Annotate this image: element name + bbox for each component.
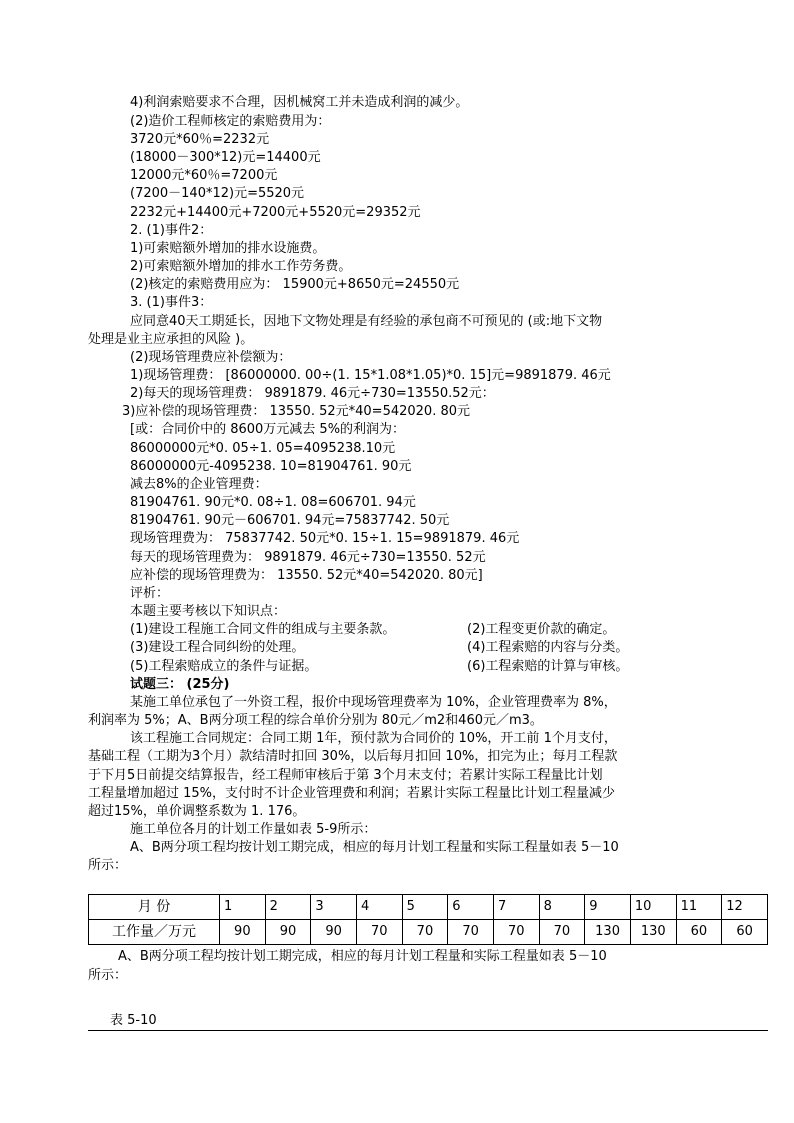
workload-cell: 70: [493, 920, 539, 945]
text-line: 86000000元*0. 05÷1. 05=4095238.10元: [130, 441, 396, 456]
text-line: A、B两分项工程均按计划工期完成，相应的每月计划工程量和实际工程量如表 5－10: [118, 949, 607, 964]
text-line: 应同意40天工期延长，因地下文物处理是有经验的承包商不可预见的 (或:地下文物: [130, 314, 603, 329]
workload-cell: 130: [585, 920, 631, 945]
text-line: 2)可索赔额外增加的排水工作劳务费。: [130, 259, 352, 274]
month-cell: 7: [493, 895, 539, 920]
text-line: (5)工程索赔成立的条件与证据。: [130, 659, 318, 674]
text-line: (2)造价工程师核定的索赔费用为：: [130, 114, 331, 129]
text-line: 81904761. 90元*0. 08÷1. 08=606701. 94元: [130, 495, 416, 510]
text-line: [或：合同价中的 8600万元减去 5%的利润为：: [130, 422, 406, 437]
text-line: 评析：: [130, 586, 170, 601]
month-cell: 11: [676, 895, 722, 920]
text-line: (18000－300*12)元=14400元: [130, 150, 321, 165]
text-line: 86000000元-4095238. 10=81904761. 90元: [130, 459, 412, 474]
text-line: (1)建设工程施工合同文件的组成与主要条款。: [130, 622, 396, 637]
month-cell: 6: [448, 895, 494, 920]
month-cell: 9: [585, 895, 631, 920]
table-caption: 表 5-10: [110, 1013, 157, 1028]
text-line: 工程量增加超过 15%，支付时不计企业管理费和利润；若累计实际工程量比计划工程量减少: [88, 786, 616, 801]
text-line: 所示：: [88, 968, 128, 983]
workload-cell: 70: [539, 920, 585, 945]
text-line: 所示：: [88, 858, 128, 873]
month-cell: 10: [630, 895, 676, 920]
divider-line: [88, 1030, 768, 1031]
text-line: 本题主要考核以下知识点：: [130, 604, 287, 619]
month-cell: 8: [539, 895, 585, 920]
text-line: 利润率为 5%；A、B两分项工程的综合单价分别为 80元／m2和460元／m3。: [88, 713, 543, 728]
workload-cell: 90: [311, 920, 357, 945]
month-cell: 1: [220, 895, 266, 920]
text-line: 基础工程（工期为3个月）款结清时扣回 30%，以后每月扣回 10%，扣完为止；每月工程款: [88, 749, 618, 764]
text-line: 4)利润索赔要求不合理，因机械窝工并未造成利润的减少。: [130, 95, 469, 110]
text-line: 12000元*60％=7200元: [130, 168, 278, 183]
month-cell: 4: [356, 895, 402, 920]
month-cell: 3: [311, 895, 357, 920]
text-line: 该工程施工合同规定：合同工期 1年，预付款为合同价的 10%，开工前 1个月支付，: [130, 731, 617, 746]
workload-cell: 60: [722, 920, 768, 945]
text-line: 减去8%的企业管理费：: [130, 477, 268, 492]
month-header: 月 份: [89, 895, 220, 920]
text-line: 处理是业主应承担的风险 )。: [88, 332, 254, 347]
text-line: 2)每天的现场管理费： 9891879. 46元÷730=13550.52元：: [130, 386, 495, 401]
text-line: 3. (1)事件3：: [130, 295, 213, 310]
month-cell: 2: [265, 895, 311, 920]
text-line: 超过15%，单价调整系数为 1. 176。: [88, 804, 306, 819]
text-line: 1)可索赔额外增加的排水设施费。: [130, 241, 326, 256]
monthly-workload-table: [88, 894, 768, 945]
workload-cell: 60: [676, 920, 722, 945]
text-line: (2)工程变更价款的确定。: [467, 622, 616, 637]
text-line: 现场管理费为： 75837742. 50元*0. 15÷1. 15=9891879. 46元: [130, 531, 520, 546]
text-line: 2232元+14400元+7200元+5520元=29352元: [130, 205, 421, 220]
text-line: 1)现场管理费： [86000000. 00÷(1. 15*1.08*1.05)*0. 15]元=9891879. 46元: [130, 368, 611, 383]
text-line: 某施工单位承包了一外资工程，报价中现场管理费率为 10%，企业管理费率为 8%，: [130, 695, 617, 710]
text-line: 3720元*60％=2232元: [130, 132, 270, 147]
text-line: 于下月5日前提交结算报告，经工程师审核后于第 3个月末支付；若累计实际工程量比计划: [88, 768, 603, 783]
workload-cell: 70: [402, 920, 448, 945]
workload-cell: 70: [356, 920, 402, 945]
text-line: (7200－140*12)元=5520元: [130, 186, 305, 201]
text-line: (2)现场管理费应补偿额为：: [130, 350, 292, 365]
text-line: 应补偿的现场管理费为： 13550. 52元*40=542020. 80元]: [130, 568, 483, 583]
workload-cell: 70: [448, 920, 494, 945]
table-row: [89, 895, 768, 920]
text-line: (2)核定的索赔费用应为： 15900元+8650元=24550元: [130, 277, 460, 292]
text-line: (4)工程索赔的内容与分类。: [467, 640, 629, 655]
workload-cell: 90: [220, 920, 266, 945]
text-line: A、B两分项工程均按计划工期完成，相应的每月计划工程量和实际工程量如表 5－10: [130, 840, 619, 855]
table-row: [89, 920, 768, 945]
text-line: (3)建设工程合同纠纷的处理。: [130, 640, 305, 655]
month-cell: 5: [402, 895, 448, 920]
workload-cell: 90: [265, 920, 311, 945]
text-line: 每天的现场管理费为： 9891879. 46元÷730=13550. 52元: [130, 550, 486, 565]
workload-cell: 130: [630, 920, 676, 945]
month-cell: 12: [722, 895, 768, 920]
section-heading: 试题三： (25分): [130, 677, 230, 692]
text-line: 3)应补偿的现场管理费： 13550. 52元*40=542020. 80元: [122, 404, 471, 419]
text-line: 施工单位各月的计划工作量如表 5-9所示：: [130, 822, 377, 837]
workload-header: 工作量／万元: [89, 920, 220, 945]
text-line: 2. (1)事件2：: [130, 223, 213, 238]
text-line: (6)工程索赔的计算与审核。: [467, 659, 629, 674]
text-line: 81904761. 90元－606701. 94元=75837742. 50元: [130, 513, 450, 528]
